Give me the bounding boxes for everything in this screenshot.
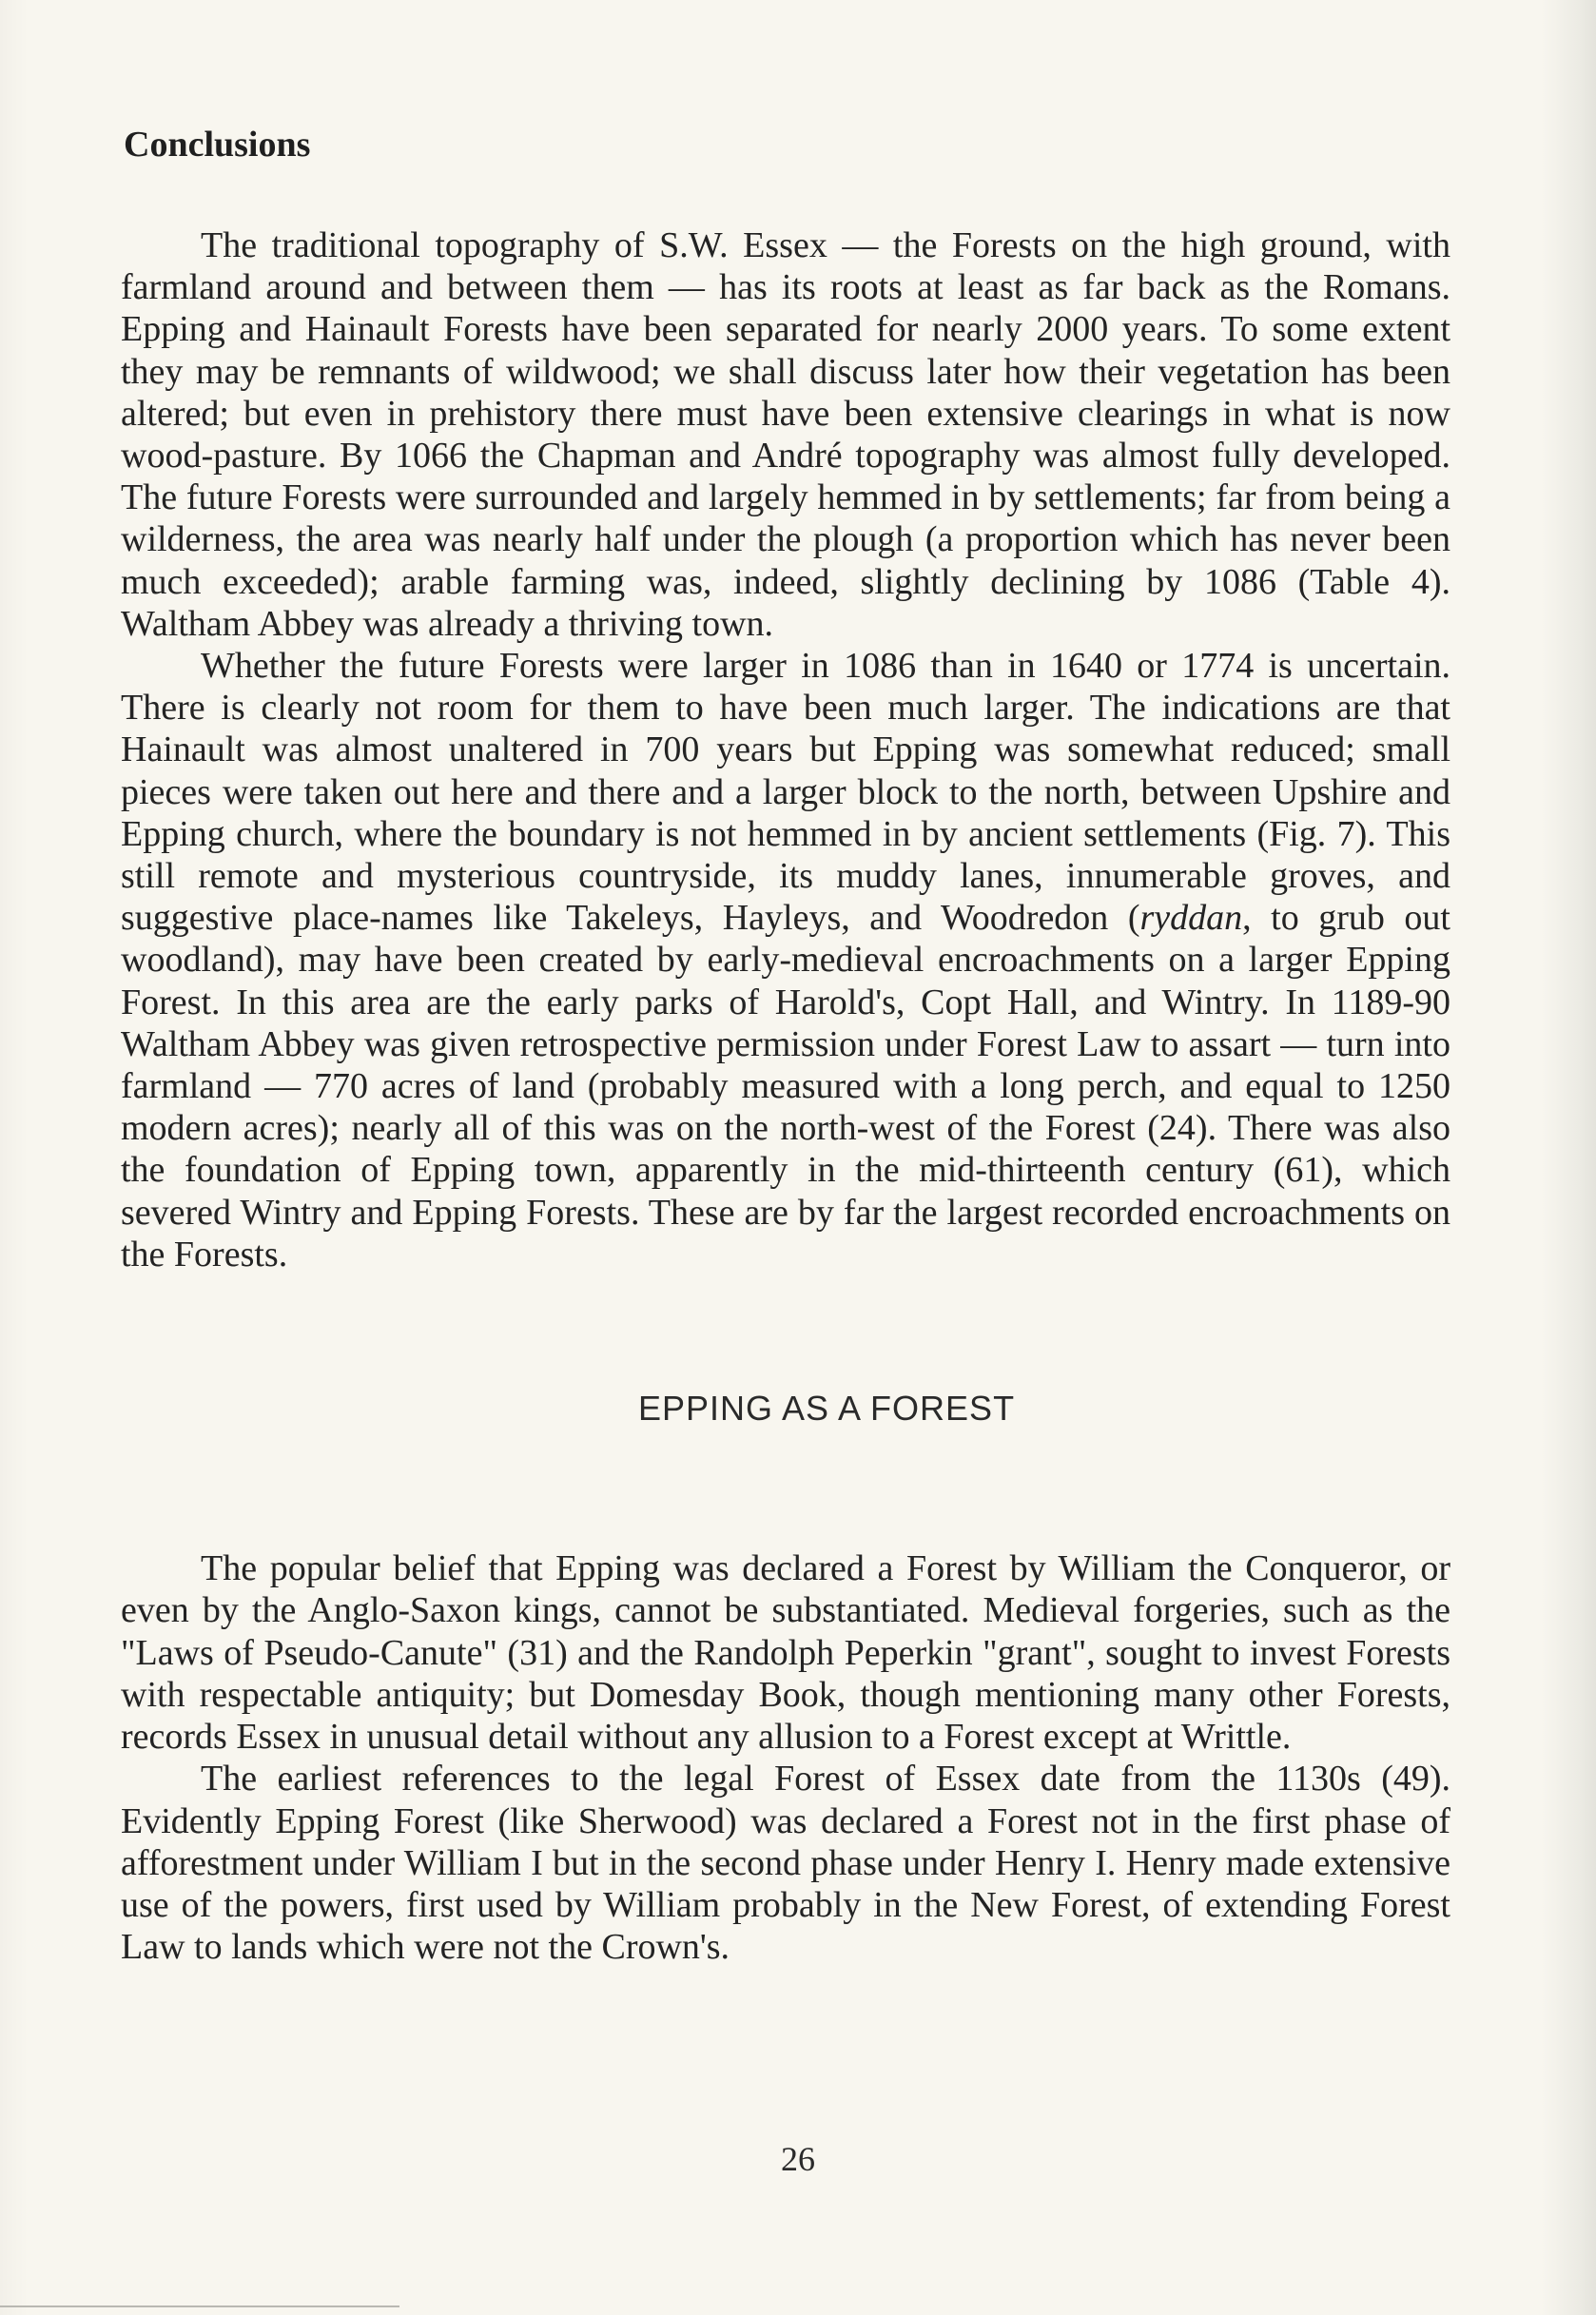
paragraph-1: The traditional topography of S.W. Essex — the Forests on the high ground, with farmland around and between them — has its roots at least as far back as the Romans. Epping and Hainault Forests have been separated for nearly 2000 years. To some extent they may be remnants of wildwood; we shall discuss later how their vegetation has been altered; but even in prehistory there must have been extensive clearings in what is now wood-pasture. By 1066 the Chapman and André topography was almost fully developed. The future Forests were surrounded and largely hemmed in by settlements; far from being a wilderness, the area was nearly half under the plough (a proportion which has never been much exceeded); arable farming was, indeed, slightly declining by 1086 (Table 4). Waltham Abbey was already a thriving town. — [121, 225, 1450, 644]
paragraph-2-part-2: , to grub out woodland), may have been created by early-medieval encroachments on a larger Epping Forest. In this area are the early parks of Harold's, Copt Hall, and Wintry. In 1189-90 Waltham Abbey was given retrospective permission under Forest Law to assart — turn into farmland — 770 acres of land (probably measured with a long perch, and equal to 1250 modern acres); nearly all of this was on the north-west of the Forest (24). There was also the foundation of Epping town, apparently in the mid-thirteenth century (61), which severed Wintry and Epping Forests. These are by far the largest recorded encroachments on the Forests. — [121, 898, 1450, 1274]
paragraph-2-italic-word: ryddan — [1139, 898, 1243, 939]
paragraph-4: The earliest references to the legal Forest of Essex date from the 1130s (49). Evidently Epping Forest (like Sherwood) was declared a Forest not in the first phase of afforestment under William I but in the second phase under Henry I. Henry made extensive use of the powers, first used by William probably in the New Forest, of extending Forest Law to lands which were not the Crown's. — [121, 1759, 1450, 1968]
chapter-heading: EPPING AS A FOREST — [637, 1389, 1016, 1429]
paragraph-2 — [121, 645, 1450, 1275]
section-heading: Conclusions — [124, 125, 311, 165]
paragraph-2-part-1: Whether the future Forests were larger in 1086 than in 1640 or 1774 is uncertain. There is clearly not room for them to have been much larger. The indications are that Hainault was almost unaltered in 700 years but Epping was somewhat reduced; small pieces were taken out here and there and a larger block to the north, between Upshire and Epping church, where the boundary is not hemmed in by ancient settlements (Fig. 7). This still remote and mysterious countryside, its muddy lanes, innumerable groves, and suggestive place-names like Takeleys, Hayleys, and Woodredon ( — [121, 646, 1450, 939]
page-content — [121, 124, 1450, 1968]
paragraph-3: The popular belief that Epping was declared a Forest by William the Conqueror, or even by the Anglo-Saxon kings, cannot be substantiated. Medieval forgeries, such as the "Laws of Pseudo-Canute" (31) and the Randolph Peperkin "grant", sought to invest Forests with respectable antiquity; but Domesday Book, though mentioning many other Forests, records Essex in unusual detail without any allusion to a Forest except at Writtle. — [121, 1548, 1450, 1758]
page-number: 26 — [781, 2140, 815, 2178]
scan-edge-line — [0, 2305, 399, 2307]
